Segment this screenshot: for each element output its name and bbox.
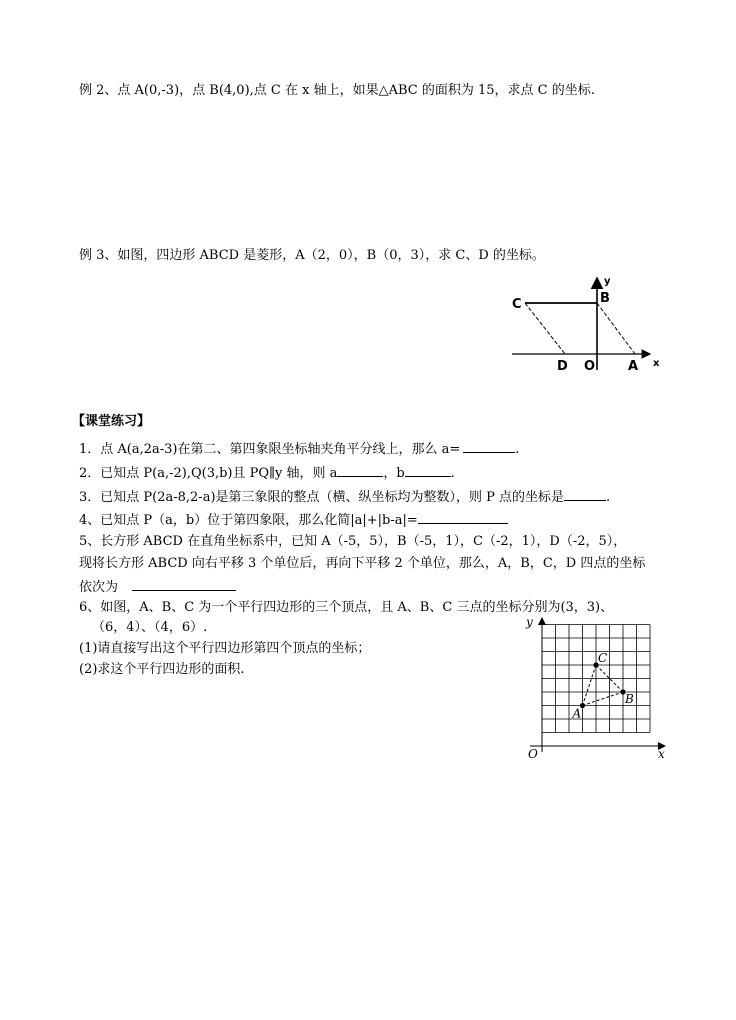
question-3 bbox=[79, 488, 610, 506]
parallelogram-grid-figure bbox=[520, 612, 670, 762]
question-5-line-1: 5、长方形 ABCD 在直角坐标系中，已知 A（-5，5），B（-5，1），C（-2，1），D（-2，5）， bbox=[79, 534, 627, 549]
question-6-sub-1: (1)请直接写出这个平行四边形第四个顶点的坐标； bbox=[79, 641, 371, 656]
q4-text: 4、已知点 P（a，b）位于第四象限，那么化简|a|+|b-a|= bbox=[79, 513, 418, 528]
triangle-abc bbox=[580, 662, 626, 708]
example3-text: 例 3、如图，四边形 ABCD 是菱形，A（2，0），B（0，3），求 C、D 的坐标。 bbox=[79, 248, 545, 263]
label-x: x bbox=[653, 358, 660, 369]
question-1 bbox=[79, 440, 519, 458]
grid-label-y: y bbox=[526, 615, 533, 629]
question-5-line-2: 现将长方形 ABCD 向右平移 3 个单位后，再向下平移 2 个单位，那么，A，B，C，D 四点的坐标 bbox=[79, 556, 646, 571]
label-b: B bbox=[600, 291, 610, 306]
question-6-line-2: （6，4）、（4，6）. bbox=[92, 620, 208, 635]
question-6-sub-2: (2)求这个平行四边形的面积. bbox=[79, 662, 245, 677]
question-2 bbox=[79, 464, 455, 482]
label-c: C bbox=[512, 297, 522, 312]
rhombus-figure bbox=[500, 272, 670, 382]
q2-mid: ，b bbox=[383, 466, 405, 481]
grid-label-b: B bbox=[625, 692, 634, 706]
q2-answer-blank-a[interactable] bbox=[337, 464, 383, 477]
label-d: D bbox=[557, 359, 568, 374]
q5-line3-text: 依次为 bbox=[79, 580, 119, 595]
q4-answer-blank[interactable] bbox=[418, 511, 508, 524]
q1-answer-blank[interactable] bbox=[463, 440, 515, 453]
practice-heading: 【课堂练习】 bbox=[72, 414, 151, 429]
edge-ab bbox=[583, 692, 624, 706]
q3-end: . bbox=[606, 490, 611, 505]
label-a: A bbox=[628, 359, 639, 374]
q5-answer-blank[interactable] bbox=[132, 578, 236, 591]
edge-ba bbox=[597, 303, 635, 354]
edge-ca bbox=[583, 665, 597, 706]
q3-text: 3．已知点 P(2a-8,2-a)是第三象限的整点（横、纵坐标均为整数），则 P 点的坐标是 bbox=[79, 490, 565, 505]
label-o: O bbox=[584, 359, 596, 374]
q2-end: . bbox=[450, 466, 455, 481]
grid-label-o: O bbox=[528, 747, 538, 761]
example2-text: 例 2、点 A(0,-3)，点 B(4,0),点 C 在 x 轴上，如果△ABC 的面积为 15，求点 C 的坐标. bbox=[79, 83, 595, 98]
q3-answer-blank[interactable] bbox=[564, 488, 606, 501]
question-5-line-3 bbox=[79, 578, 236, 596]
grid-label-x: x bbox=[658, 747, 665, 761]
grid-lines bbox=[542, 625, 650, 733]
label-y: y bbox=[604, 276, 611, 287]
grid-label-a: A bbox=[572, 706, 582, 721]
q1-text: 1．点 A(a,2a-3)在第二、第四象限坐标轴夹角平分线上，那么 a= bbox=[79, 442, 461, 457]
q1-end: . bbox=[515, 442, 520, 457]
grid-label-c: C bbox=[598, 651, 608, 665]
question-4 bbox=[79, 511, 508, 529]
q2-text: 2．已知点 P(a,-2),Q(3,b)且 PQ∥y 轴，则 a bbox=[79, 466, 338, 481]
q2-answer-blank-b[interactable] bbox=[405, 464, 451, 477]
edge-cd bbox=[525, 303, 565, 354]
question-6-line-1: 6、如图，A、B、C 为一个平行四边形的三个顶点，且 A、B、C 三点的坐标分别为(3，3)、 bbox=[79, 600, 614, 615]
